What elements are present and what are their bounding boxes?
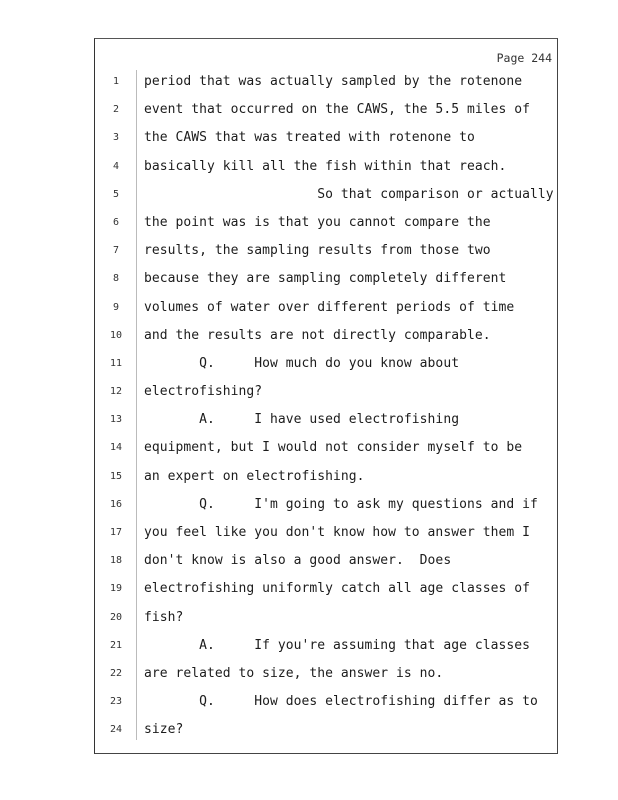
line-number: 12: [109, 386, 123, 398]
transcript-line: [100, 294, 560, 322]
line-text: A. I have used electrofishing: [144, 412, 460, 428]
page-number: Page 244: [496, 51, 552, 65]
transcript-line: [100, 378, 560, 406]
line-text: don't know is also a good answer. Does: [144, 553, 452, 569]
line-text: equipment, but I would not consider myself to be: [144, 440, 523, 456]
line-text: the point was is that you cannot compare the: [144, 214, 491, 230]
transcript-line: [100, 547, 560, 575]
transcript-line: [100, 96, 560, 124]
line-text: the CAWS that was treated with rotenone to: [144, 130, 475, 146]
line-text: electrofishing uniformly catch all age classes of: [144, 581, 530, 597]
line-number: 4: [112, 160, 120, 172]
line-number: 5: [112, 188, 120, 200]
line-number: 22: [109, 667, 123, 679]
transcript-line: [100, 406, 560, 434]
transcript-line: [100, 434, 560, 462]
transcript-line: [100, 237, 560, 265]
line-text: results, the sampling results from those two: [144, 243, 491, 259]
line-number: 18: [109, 555, 123, 567]
transcript-line: [100, 688, 560, 716]
line-number: 8: [112, 273, 120, 285]
line-number: 19: [109, 583, 123, 595]
transcript-line: [100, 463, 560, 491]
line-text: A. If you're assuming that age classes: [144, 637, 530, 653]
line-text: an expert on electrofishing.: [144, 468, 365, 484]
line-number: 9: [112, 301, 120, 313]
line-text: fish?: [144, 609, 184, 625]
line-text: volumes of water over different periods of time: [144, 299, 515, 315]
line-text: and the results are not directly comparable.: [144, 327, 491, 343]
line-text: because they are sampling completely different: [144, 271, 507, 287]
line-text: are related to size, the answer is no.: [144, 665, 444, 681]
transcript-line: [100, 209, 560, 237]
line-text: Q. I'm going to ask my questions and if: [144, 496, 538, 512]
transcript-line: [100, 124, 560, 152]
line-text: event that occurred on the CAWS, the 5.5 miles of: [144, 102, 530, 118]
transcript-line: [100, 265, 560, 293]
transcript-line: [100, 575, 560, 603]
line-text: So that comparison or actually: [144, 186, 554, 202]
transcript-line: [100, 153, 560, 181]
line-number: 1: [112, 76, 120, 87]
line-number: 13: [109, 414, 123, 426]
line-number: 2: [112, 104, 120, 116]
transcript-line: [100, 181, 560, 209]
line-text: Q. How does electrofishing differ as to: [144, 694, 538, 710]
transcript-line: [100, 322, 560, 350]
transcript-line: [100, 716, 560, 744]
line-number: 11: [109, 357, 123, 369]
line-number: 23: [109, 696, 123, 708]
transcript-line: [100, 604, 560, 632]
line-text: Q. How much do you know about: [144, 355, 460, 371]
line-number: 16: [109, 498, 123, 510]
transcript-line: [100, 660, 560, 688]
line-text: basically kill all the fish within that reach.: [144, 158, 507, 174]
transcript-body: [100, 68, 560, 745]
transcript-line: [100, 491, 560, 519]
line-number: 24: [109, 724, 123, 736]
line-text: period that was actually sampled by the rotenone: [144, 74, 523, 89]
transcript-line: [100, 632, 560, 660]
line-number: 21: [109, 639, 123, 651]
line-number: 6: [112, 216, 120, 228]
line-number: 7: [112, 245, 120, 257]
transcript-line: [100, 68, 560, 96]
line-number: 17: [109, 527, 123, 538]
transcript-line: [100, 350, 560, 378]
line-text: you feel like you don't know how to answer them I: [144, 525, 530, 540]
line-number: 15: [109, 470, 123, 482]
line-text: size?: [144, 722, 184, 738]
line-number: 10: [109, 329, 123, 341]
line-number: 3: [112, 132, 120, 144]
transcript-line: [100, 519, 560, 547]
line-number: 20: [109, 611, 123, 623]
line-number: 14: [109, 442, 123, 454]
line-text: electrofishing?: [144, 384, 263, 400]
